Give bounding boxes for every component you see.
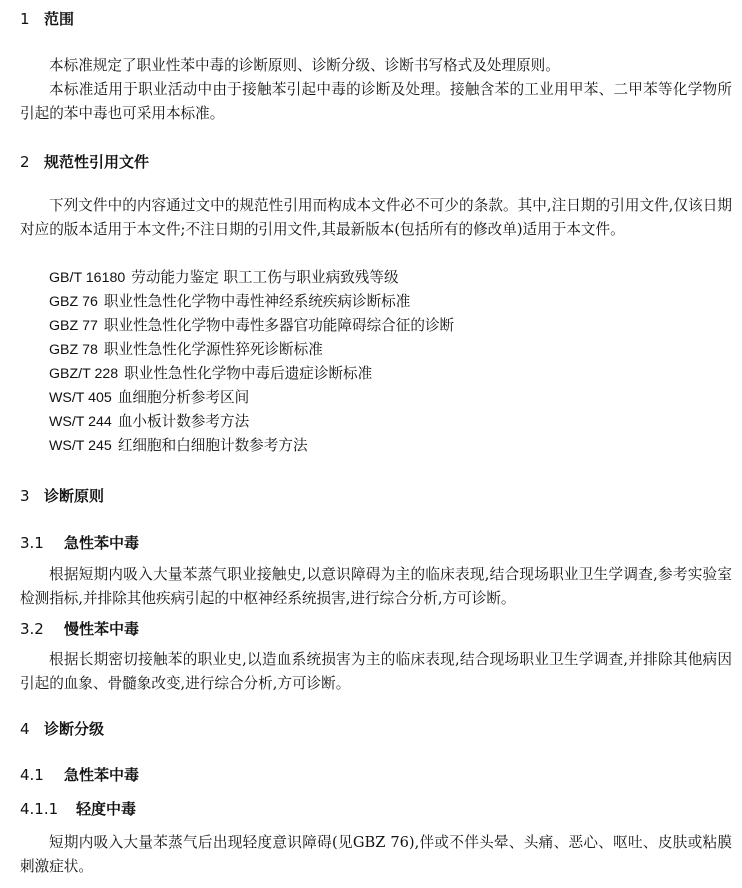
section-title: 急性苯中毒 [64,534,140,552]
section-4-1-1-text: 短期内吸入大量苯蒸气后出现轻度意识障碍(见GBZ 76),伴或不伴头晕、头痛、恶心、呕吐、皮肤或粘膜刺激症状。 [20,834,732,875]
section-number: 4.1.1 [20,800,59,818]
reference-item [49,434,454,458]
reference-code: WS/T 405 [49,390,112,406]
section-number: 3.2 [20,620,44,638]
section-2-intro: 下列文件中的内容通过文中的规范性引用而构成本文件必不可少的条款。其中,注日期的引用文件,仅该日期对应的版本适用于本文件;不注日期的引用文件,其最新版本(包括所有的修改单)适用于本文件。 [20,197,732,238]
reference-code: GBZ 78 [49,342,98,358]
section-title: 诊断原则 [44,487,105,505]
reference-item [49,314,454,338]
section-number: 3.1 [20,534,44,552]
reference-item [49,338,454,362]
reference-title: 血小板计数参考方法 [117,413,250,430]
reference-item [49,386,454,410]
section-title: 急性苯中毒 [64,766,140,784]
section-3-2-heading [20,618,139,639]
section-number: 4 [20,720,30,738]
section-4-1-1-heading [20,798,136,819]
section-number: 2 [20,153,30,171]
reference-code: GBZ/T 228 [49,366,119,382]
reference-code: WS/T 245 [49,438,112,454]
reference-item [49,290,454,314]
section-number: 3 [20,487,30,505]
reference-title: 职业性急性化学物中毒后遗症诊断标准 [124,365,373,382]
section-title: 诊断分级 [44,720,105,738]
section-4-1-heading [20,764,139,785]
reference-item [49,410,454,434]
section-3-1-text: 根据短期内吸入大量苯蒸气职业接触史,以意识障碍为主的临床表现,结合现场职业卫生学调查,参考实验室检测指标,并排除其他疾病引起的中枢神经系统损害,进行综合分析,方可诊断。 [20,566,732,607]
section-number: 4.1 [20,766,44,784]
reference-title: 红细胞和白细胞计数参考方法 [117,437,308,454]
reference-title: 职业性急性化学物中毒性神经系统疾病诊断标准 [103,293,411,310]
reference-title: 职业性急性化学物中毒性多器官功能障碍综合征的诊断 [103,317,455,334]
section-4-heading [20,718,104,739]
section-title: 慢性苯中毒 [64,620,140,638]
reference-code: GBZ 76 [49,294,98,310]
section-title: 规范性引用文件 [44,153,150,171]
section-title: 轻度中毒 [76,800,137,818]
reference-code: GB/T 16180 [49,270,126,286]
reference-item [49,266,454,290]
section-2-heading [20,151,149,172]
reference-item [49,362,454,386]
section-3-2-text: 根据长期密切接触苯的职业史,以造血系统损害为主的临床表现,结合现场职业卫生学调查,并排除其他病因引起的血象、骨髓象改变,进行综合分析,方可诊断。 [20,651,732,692]
section-1-heading [20,8,74,29]
reference-code: WS/T 244 [49,414,112,430]
reference-code: GBZ 77 [49,318,98,334]
reference-title: 职业性急性化学源性猝死诊断标准 [103,341,323,358]
section-title: 范围 [44,10,75,28]
reference-title: 血细胞分析参考区间 [117,389,250,406]
section-3-heading [20,485,104,506]
section-number: 1 [20,10,30,28]
section-1-paragraph-1: 本标准规定了职业性苯中毒的诊断原则、诊断分级、诊断书写格式及处理原则。 [49,57,560,74]
section-3-1-heading [20,532,139,553]
section-1-paragraph-2: 本标准适用于职业活动中由于接触苯引起中毒的诊断及处理。接触含苯的工业用甲苯、二甲苯等化学物所引起的苯中毒也可采用本标准。 [20,81,732,122]
reference-title: 劳动能力鉴定 职工工伤与职业病致残等级 [131,269,399,286]
reference-list [49,266,454,458]
